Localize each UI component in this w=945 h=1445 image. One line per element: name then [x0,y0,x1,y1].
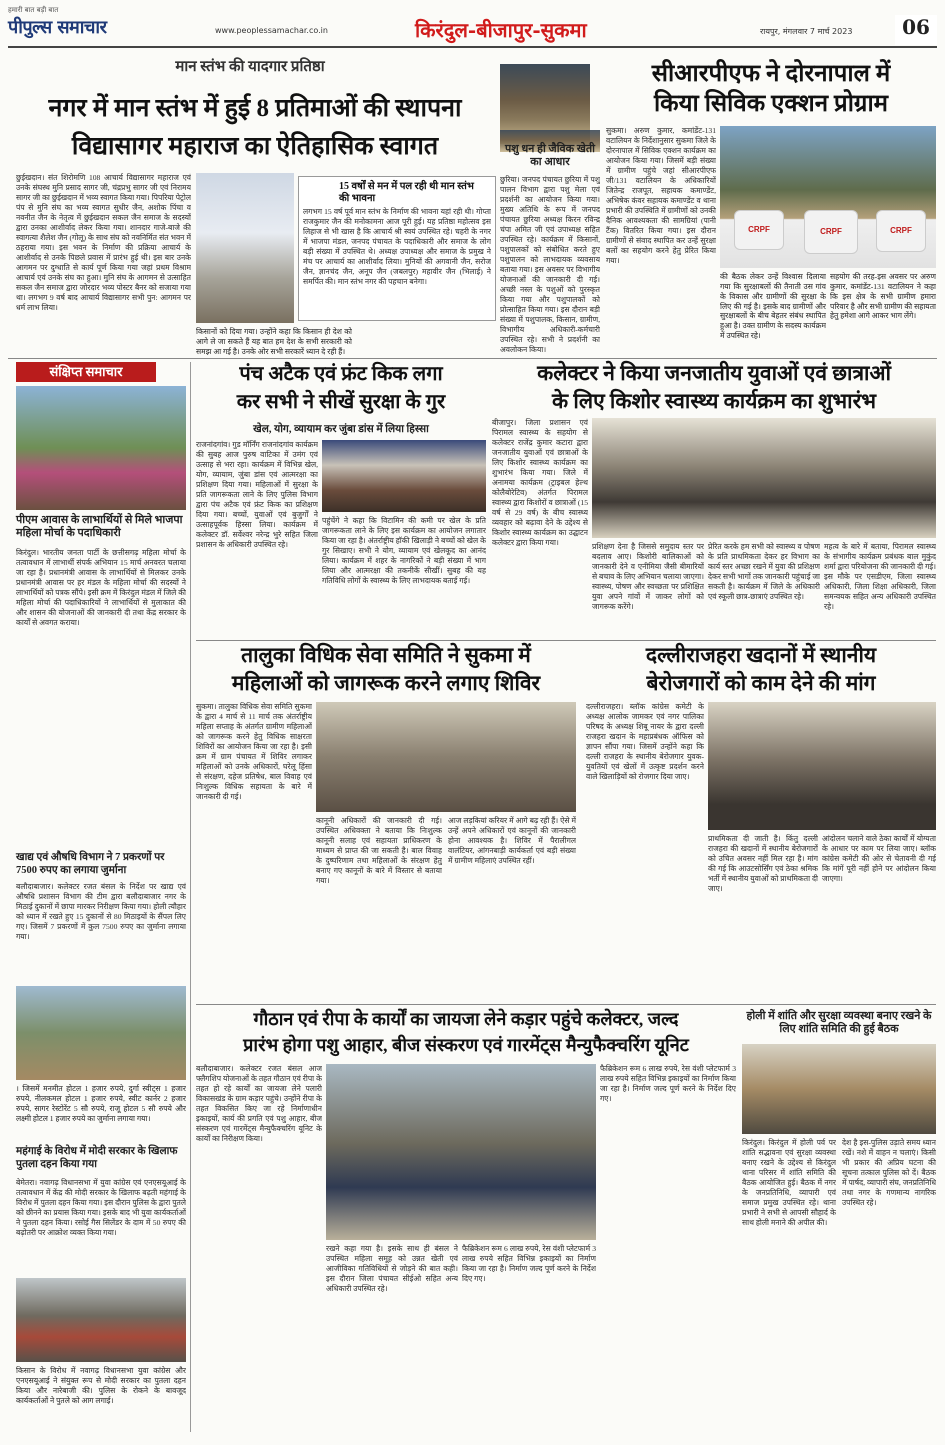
gauthan-body-3: फैब्रिकेशन रूम 6 लाख रुपये, रेस वंशी प्लेटफार्म 3 लाख रुपये सहित विभिन्न इकाइयों का निर्माण किया जा रहा है। निर्माण जल्द पूर्ण करने के निर्देश दिए गए। [462,1244,596,1284]
safety-body-1: राजनांदगांव। गुड मॉर्निंग राजनांदगांव कार्यक्रम की सुबह आज पुरुष वाटिका में उमंग एवं उत्साह से भरा रहा। कार्यक्रम में विभिन्न खेल, योग, व्यायाम, जुंबा डांस एवं आत्मरक्षा का प्रशिक्षण दिया गया। महिलाओं में सुरक्षा के प्रति जागरूकता लाने के लिए पुलिस विभाग द्वारा पंच अटैक एवं फ्रंट किक का प्रशिक्षण दिया गया। बच्चों, युवाओं एवं बुजुर्गों ने उत्साहपूर्वक हिस्सा लिया। कार्यक्रम में कलेक्टर डॉ. सर्वेश्वर नरेन्द्र भुरे सहित जिला प्रशासन के अधिकारी उपस्थित रहे। [196,440,318,550]
kishor-headline-1: कलेक्टर ने किया जनजातीय युवाओं एवं छात्राओं [537,361,891,385]
brief-3-body: बेमेतरा। नवागढ़ विधानसभा में युवा कांग्रेस एवं एनएसयूआई के तत्वावधान में केंद्र की मोदी सरकार के खिलाफ बढ़ती महंगाई के विरोध में पुतला दहन किया गया। इस दौरान पुलिस के द्वारा पुतले को छीनने का प्रयास किया गया। इसके बाद भी युवा कार्यकर्ताओं ने पुतला दहन किया। रसोई गैस सिलेंडर के दाम में 50 रुपए की बढ़ोतरी पर आक्रोश व्यक्त किया गया। [16,1178,186,1238]
dalli-headline-1: दल्लीराजहरा खदानों में स्थानीय [645,643,877,667]
manstambh-photo-caption: किसानों को दिया गया। उन्होंने कहा कि किसान ही देश को आगे ले जा सकते हैं यह बात हम देश के सभी सरकारी को समझ आ गई है। उनके ओर सभी सरकारें ध्यान दे रही हैं। [196,327,352,355]
safety-body-2: पहुंचेंगे ने कहा कि विटामिन की कमी पर खेल के प्रति जागरूकता लाने के लिए इस कार्यक्रम का आयोजन लगातार किया जा रहा है। अंतर्राष्ट्रीय हॉकी खिलाड़ी ने बच्चों को खेल के गुर सिखाए। सभी ने योग, व्यायाम एवं खेलकूद का आनंद लिया। कार्यक्रम में शहर के नागरिकों ने बड़ी संख्या में भाग लिया और आत्मरक्षा की तकनीकें सीखीं। सुबह की यह गतिविधि लोगों के स्वास्थ्य के लिए लाभदायक बताई गई। [322,516,486,586]
kishor-body-4: महत्व के बारे में बताया, पिरामल स्वास्थ्य के संभागीय कार्यक्रम प्रबंधक बाल मुकुंद शर्मा द्वारा परियोजना की जानकारी दी गई। इस मौके पर एसडीएम, जिला स्वास्थ्य अधिकारी, जिला शिक्षा अधिकारी, जिला समन्वयक सहित अन्य अधिकारी उपस्थित रहे। [824,542,936,612]
kishor-body-2: प्रशिक्षण देना है जिससे समुदाय स्तर पर बदलाव आए। किशोरी बालिकाओं को जानकारी देने व एनीमिया जैसी बीमारियों से बचाव के लिए अभियान चलाया जाएगा। स्वास्थ्य, पोषण और स्वच्छता पर प्रशिक्षित युवा अपने गांवों में जाकर लोगों को जागरूक करेंगे। [592,542,704,612]
masthead-logo [8,6,178,44]
brief-2-caption: । जिसमें मनमीत होटल 1 हजार रुपये, दुर्गा स्वीट्स 1 हजार रुपये, नीलकमल होटल 1 हजार रुपये, स्वीट कार्नर 2 हजार रुपये, सागर रेस्टोरेंट 5 सौ रुपये, राजू होटल 5 सौ रुपये और लक्ष्मी होटल 1 हजार रुपये का जुर्माना लगाया गया। [16,1084,186,1123]
dalli-body-2: प्राथमिकता दी जाती है। किंतु दल्ली राजहरा की खदानों में स्थानीय बेरोजगारों को उचित अवसर नहीं मिल रहा है। मांग की गई कि आउटसोर्सिंग एवं ठेका श्रमिक भर्ती में स्थानीय युवाओं को प्राथमिकता दी जाए। [708,834,818,894]
pashu-body: छुरिया। जनपद पंचायत छुरिया में पशु पालन विभाग द्वारा पशु मेला एवं प्रदर्शनी का आयोजन किया गया। मुख्य अतिथि के रूप में जनपद पंचायत छुरिया अध्यक्ष किरन रविन्द्र चंपा अमित जी एवं उपाध्यक्ष सहित उपस्थित रहे। कार्यक्रम में किसानों, पशुपालकों को संबोधित करते हुए पशुपालन को लाभदायक व्यवसाय बताया गया। इस अवसर पर विभागीय योजनाओं की जानकारी दी गई। अच्छी नस्ल के पशुओं को पुरस्कृत किया गया और पशुपालकों को प्रोत्साहित किया गया। इस दौरान बड़ी संख्या में पशुपालक, किसान, ग्रामीण, विभागीय अधिकारी-कर्मचारी उपस्थित रहे। सभी ने प्रदर्शनी का अवलोकन किया। [500,175,600,355]
box-15years [298,176,496,321]
dalli-body-1: दल्लीराजहरा। ब्लॉक कांग्रेस कमेटी के अध्यक्ष आलोक जामकर एवं नगर पालिका परिषद के अध्यक्ष शिबू नायर के द्वारा दल्ली राजहरा खदान के महाप्रबंधक ऑफिस को ज्ञापन सौंपा गया। जिसमें उन्होंने कहा कि दल्ली राजहरा के स्थानीय बेरोजगार युवक-युवतियों एवं खेलों में उत्कृष्ट प्रदर्शन करने वाले खिलाड़ियों को रोजगार दिया जाए। [586,702,704,782]
vidhik-body-2: कानूनी अधिकारों की जानकारी दी गई। उपस्थित अधिवक्ता ने बताया कि निःशुल्क कानूनी सलाह एवं सहायता प्राधिकरण के माध्यम से प्राप्त की जा सकती है। बाल विवाह के दुष्परिणाम तथा महिलाओं के संरक्षण हेतु बनाए गए कानूनों के बारे में विस्तार से बताया गया। [316,816,442,886]
dalli-body-3: आंदोलन चलाने वाले ठेका कार्यों में योग्यता के आधार पर काम पर लिया जाए। ब्लॉक कांग्रेस कमेटी की ओर से चेतावनी दी गई कि मांगें पूरी नहीं होने पर आंदोलन किया जाएगा। [822,834,936,884]
crpf-water-tank: CRPF [734,210,784,250]
holi-photo [742,1044,936,1134]
crpf-headline-2: किया सिविक एक्शन प्रोग्राम [653,91,889,117]
crpf-water-tank: CRPF [804,210,858,254]
crpf-caption: की बैठक लेकर उन्हें विश्वास दिलाया गया कि सुरक्षाबलों की तैनाती उस गांव के विकास और ग्रामीणों की सुरक्षा के लिए की गई है। इसके बाद ग्रामीणों और सुरक्षाबलों के बीच बेहतर संबंध स्थापित हुआ है। उक्त ग्रामीण के सदस्य कार्यक्रम में उपस्थित रहे। [720,272,826,341]
crpf-caption-2: सहयोग की तरह-इस अवसर पर अरुण कुमार, कमांडेंट-131 वटालियन ने कहा कि इस क्षेत्र के सभी ग्रामीण हमारा परिवार है और सभी ग्रामीण की सहायता हेतु हमेशा आगे आकर भाग लेंगे। [830,272,936,321]
holi-body-2: देश है इस-पुलिस उड़ाते समय ध्यान रखें। नशे में वाहन न चलाएं। किसी भी प्रकार की अप्रिय घटना की सूचना तत्काल पुलिस को दें। बैठक में पार्षद, व्यापारी संघ, जनप्रतिनिधि तथा नगर के गणमान्य नागरिक उपस्थित रहे। [842,1138,936,1208]
briefs-photo-2 [16,986,186,1080]
safety-subhead: खेल, योग, व्यायाम कर जुंबा डांस में लिया हिस्सा [253,424,429,435]
masthead-rule [8,46,937,48]
gauthan-headline-1: गौठान एवं रीपा के कार्यों का जायजा लेने कड़ार पहुंचे कलेक्टर, जल्द [253,1009,679,1029]
manstambh-headline-2: विद्यासागर महाराज का ऐतिहासिक स्वागत [71,133,439,160]
kishor-photo [592,418,936,538]
vidhik-body-1: सुकमा। तालुका विधिक सेवा समिति सुकमा के द्वारा 4 मार्च से 11 मार्च तक अंतर्राष्ट्रीय महिला सप्ताह के अंतर्गत ग्रामीण महिलाओं को जागरूक करने हेतु विधिक साक्षरता शिविरों का आयोजन किया जा रहा है। इसी क्रम में ग्राम पंचायत में शिविर लगाकर महिलाओं को उनके अधिकारों, घरेलू हिंसा से संरक्षण, दहेज प्रतिषेध, बाल विवाह एवं निःशुल्क विधिक सहायता के बारे में जानकारी दी गई। [196,702,312,802]
section-divider [196,640,936,641]
briefs-photo-1 [16,386,186,510]
crpf-headline-1: सीआरपीएफ ने दोरनापाल में [651,61,891,87]
crpf-photo [720,126,936,268]
vidhik-photo [316,702,576,812]
safety-headline-1: पंच अटैक एवं फ्रंट किक लगा [239,363,443,385]
brief-3-headline: महंगाई के विरोध में मोदी सरकार के खिलाफ पुतला दहन किया गया [16,1146,178,1170]
masthead-url[interactable]: www.peoplessamachar.co.in [215,26,328,35]
box-15years-headline: 15 वर्षों से मन में पल रही थी मान स्तंभ की भावना [339,181,474,204]
brief-2-headline: खाद्य एवं औषधि विभाग ने 7 प्रकरणों पर 7500 रुपए का लगाया जुर्माना [16,852,165,876]
brief-1-body: किरंदुल। भारतीय जनता पार्टी के छत्तीसगढ़ महिला मोर्चा के तत्वावधान में लाभार्थी संपर्क अभियान 15 मार्च अनवरत चलाया जा रहा है। प्रधानमंत्री आवास के लाभार्थियों से मिलकर उनके प्रधानमंत्री आवास पर हर मंडल के महिला मोर्चा की सदस्यों ने लाभार्थियों को पत्रक सौंपे। इसी क्रम में किरंदुल मंडल में जिले की महिला मोर्चा की पदाधिकारियों ने लाभार्थियों से मुलाकात की और शासन की योजनाओं की जानकारी दी तथा केंद्र सरकार के कार्यों से अवगत कराया। [16,548,186,628]
dalli-photo [708,702,936,830]
kishor-body-3: प्रेरित करके हम सभी को स्वास्थ्य व पोषण के प्रति प्राथमिकता देकर हर विभाग का कार्य स्तर अच्छा रखने में युवा की प्रशिक्षण देकर सभी भागों तक जानकारी पहुंचाई जा सकती है। कार्यक्रम में जिले के अधिकारी एवं स्कूली छात्र-छात्राएं उपस्थित रहे। [708,542,820,602]
briefs-photo-3 [16,1278,186,1362]
brief-3-caption: किसान के विरोध में नवागढ़ विधानसभा युवा कांग्रेस और एनएसयूआई ने संयुक्त रूप से मोदी सरकार का पुतला दहन किया और नारेबाजी की। पुलिस के रोकने के बावजूद कार्यकर्ताओं ने पुतले को आग लगाई। [16,1366,186,1405]
column-divider [190,362,191,1432]
briefs-header: संक्षिप्त समाचार [16,362,156,382]
masthead-date: रायपुर, मंगलवार 7 मार्च 2023 [760,27,853,36]
box-15years-body: लगभग 15 वर्ष पूर्व मान स्तंभ के निर्माण की भावना यहां रही थी। गोप्ता राजकुमार जैन की मनोकामना आज पूरी हुई। यह प्रतिष्ठा महोत्सव इस लिहाज से भी खास है कि आचार्य श्री स्वयं उपस्थित रहे। चहरी के नगर में भाजपा मंडल, जनपद पंचायत के पदाधिकारी और समाज के लोग बड़ी संख्या में उपस्थित थे। अध्यक्ष उपाध्यक्ष और समाज के प्रमुख ने मंच पर आचार्य का आशीर्वाद लिया। मुनियों की अगवानी जैन, सरोज जैन, ज्ञानचंद जैन, अनूप जैन (जबलपुर) महावीर जैन (भिलाई) ने समर्पित की। मान स्तंभ नगर की पहचान बनेगा। [303,207,491,287]
vidhik-headline-1: तालुका विधिक सेवा समिति ने सुकमा में [241,643,531,667]
manstambh-body: छुईखदान। संत शिरोमणि 108 आचार्य विद्यासागर महाराज एवं उनके संघस्थ मुनि प्रसाद सागर जी, चंद्रप्रभु सागर जी एवं निरामय सागर जी का छुईखदान में भव्य स्वागत किया गया। पिपरिया पेट्रोल पंप से मुनि संघ का भव्य स्वागत सुधीर जैन, अशोक पिंचा व नवनीत जैन के नेतृत्व में छुईखदान सकल जैन समाज के सदस्यों द्वारा उनका आशीर्वाद लेकर किया गया। शानदार गाजे-बाजे की स्वागत्या शैलेश जैन (गोलू) के साथ संघ को नवनिर्मित संत भवन में ठहराया गया। इस भवन के निर्माण की प्रक्रिया आचार्य के आशीर्वाद से उनके पिछले प्रवास में प्रारंभ हुई थी। इस बार उनके आगमन पर दुग्धाति से कार्य पूर्ण किया गया जहां प्रथम विश्राम आचार्य एवं उनके संघ का हुआ। मुनि संघ के आगमन से उत्साहित सकल जैन समाज द्वारा जोरदार भव्य पोस्टर बैनर को सजाया गया था। लगभग 9 वर्ष बाद आचार्य विद्यासागर सभी पुन: आगमन पर धर्म लाभ लिया। [16,173,191,313]
holi-body: किरंदुल। किरंदुल में होली पर्व पर शांति सद्भावना एवं सुरक्षा व्यवस्था बनाए रखने के उद्देश्य से किरंदुल थाना परिसर में शांति समिति की बैठक आयोजित हुई। बैठक में नगर के जनप्रतिनिधि, व्यापारी एवं समाज प्रमुख उपस्थित रहे। थाना प्रभारी ने सभी से आपसी सौहार्द के साथ होली मनाने की अपील की। [742,1138,836,1228]
manstambh-kicker: मान स्तंभ की यादगार प्रतिष्ठा [175,59,325,75]
holi-headline: होली में शांति और सुरक्षा व्यवस्था बनाए रखने के लिए शांति समिति की हुई बैठक [746,1010,932,1036]
dalli-headline-2: बेरोजगारों को काम देने की मांग [646,671,876,695]
brief-1-headline: पीएम आवास के लाभार्थियों से मिले भाजपा महिला मोर्चा के पदाधिकारी [16,514,183,540]
masthead-paper-name: पीपुल्स समाचार [8,17,107,38]
vidhik-body-3: आज लड़कियां करियर में आगे बढ़ रही हैं। ऐसे में उन्हें अपने अधिकारों एवं कानूनों की जानकारी होना आवश्यक है। शिविर में पैरालीगल वालंटियर, आंगनबाड़ी कार्यकर्ता एवं बड़ी संख्या में ग्रामीण महिलाएं उपस्थित रहीं। [448,816,576,866]
section-divider [8,358,937,359]
masthead-section: किरंदुल-बीजापुर-सुकमा [415,18,587,42]
brief-2-body: बलौदाबाजार। कलेक्टर रजत बंसल के निर्देश पर खाद्य एवं औषधि प्रशासन विभाग की टीम द्वारा बलौदाबाजार नगर के मिठाई दुकानों में छापा मारकर निरीक्षण किया गया। होली त्यौहार को ध्यान में रखते हुए 15 दुकानों से 80 मिठाइयों के सैंपल लिए गए। जिसमें 7 प्रकरणों में कुल 7500 रुपए का जुर्माना लगाया गया। [16,882,186,942]
gauthan-photo [326,1064,596,1240]
masthead-tagline: हमारी बात बड़ी बात [8,6,59,14]
kishor-body-1: बीजापुर। जिला प्रशासन एवं पिरामल स्वास्थ्य के सहयोग से कलेक्टर राजेंद्र कुमार कटारा द्वारा जनजातीय युवाओं एवं छात्राओं के लिए किशोर स्वास्थ्य कार्यक्रम का शुभारंभ किया गया। जिले में अनामया कार्यक्रम (ट्राइबल हेल्थ कोलैबोरेटिव) अंतर्गत पिरामल स्वास्थ्य द्वारा किशोरों व छात्राओं (15 वर्ष से 29 वर्ष) के बीच स्वास्थ्य व्यवहार को बढ़ावा देने के उद्देश्य से किशोर स्वास्थ्य कार्यक्रम का उद्घाटन कलेक्टर द्वारा किया गया। [492,418,588,548]
kishor-headline-2: के लिए किशोर स्वास्थ्य कार्यक्रम का शुभारंभ [552,389,876,413]
page-number: 06 [895,15,937,45]
safety-headline-2: कर सभी ने सीखें सुरक्षा के गुर [236,391,446,413]
section-divider [196,1004,936,1005]
pashu-headline: पशु धन ही जैविक खेती का आधार [505,143,595,169]
gauthan-body-2: रखने कहा गया है। इसके साथ ही बंसल ने उपस्थित महिला समूह को उन्नत खेती एवं आजीविका गतिविधियों से जोड़ने की बात कही। इस दौरान जिला पंचायत सीईओ सहित अन्य अधिकारी उपस्थित रहे। [326,1244,458,1294]
crpf-water-tank: CRPF [876,210,926,252]
manstambh-headline-1: नगर में मान स्तंभ में हुई 8 प्रतिमाओं की स्थापना [48,95,462,122]
safety-photo [322,440,486,512]
vidhik-headline-2: महिलाओं को जागरूक करने लगाए शिविर [231,671,541,695]
manstambh-photo [196,173,294,323]
gauthan-body-1: बलौदाबाजार। कलेक्टर रजत बंसल आज फ्लैगशिप योजनाओं के तहत गौठान एवं रीपा के तहत हो रहे कार्यों का जायजा लेने पलारी विकासखंड के ग्राम कड़ार पहुंचे। उन्होंने रीपा के तहत विकसित किए जा रहे निर्माणाधीन इकाइयों, कार्य की प्रगति एवं पशु आहार, बीज संस्करण एवं गारमेंट्स मैन्युफैक्चरिंग यूनिट के कार्यों का निरीक्षण किया। [196,1064,322,1144]
gauthan-body-3: फैब्रिकेशन रूम 6 लाख रुपये, रेस वंशी प्लेटफार्म 3 लाख रुपये सहित विभिन्न इकाइयों का निर्माण किया जा रहा है। निर्माण जल्द पूर्ण करने के निर्देश दिए गए। [600,1064,736,1104]
crpf-body: सुकमा। अरुण कुमार, कमांडेंट-131 वटालियन के निर्देशानुसार सुकमा जिले के दोरनापाल में सिविक एक्शन कार्यक्रम का आयोजन किया गया। जिसमें बड़ी संख्या में ग्रामीण पहुंचे जहां सीआरपीएफ जी/131 वटालियन के अधिकारियों जितेन्द्र राजपूत, सहायक कमाण्डेंट, अभिषेक कंवर सहायक कमाण्डेंट व थाना प्रभारी की उपस्थिति में ग्रामीणों को उनकी दैनिक आवश्यकता की सामग्रियां (पानी टैंक) वितरित किया गया। इस दौरान ग्रामीणों से संवाद स्थापित कर उन्हें सुरक्षा बलों का सहयोग करने हेतु प्रेरित किया गया। [606,126,716,266]
gauthan-headline-2: प्रारंभ होगा पशु आहार, बीज संस्करण एवं गारमेंट्स मैन्युफैक्चरिंग यूनिट [243,1035,689,1055]
